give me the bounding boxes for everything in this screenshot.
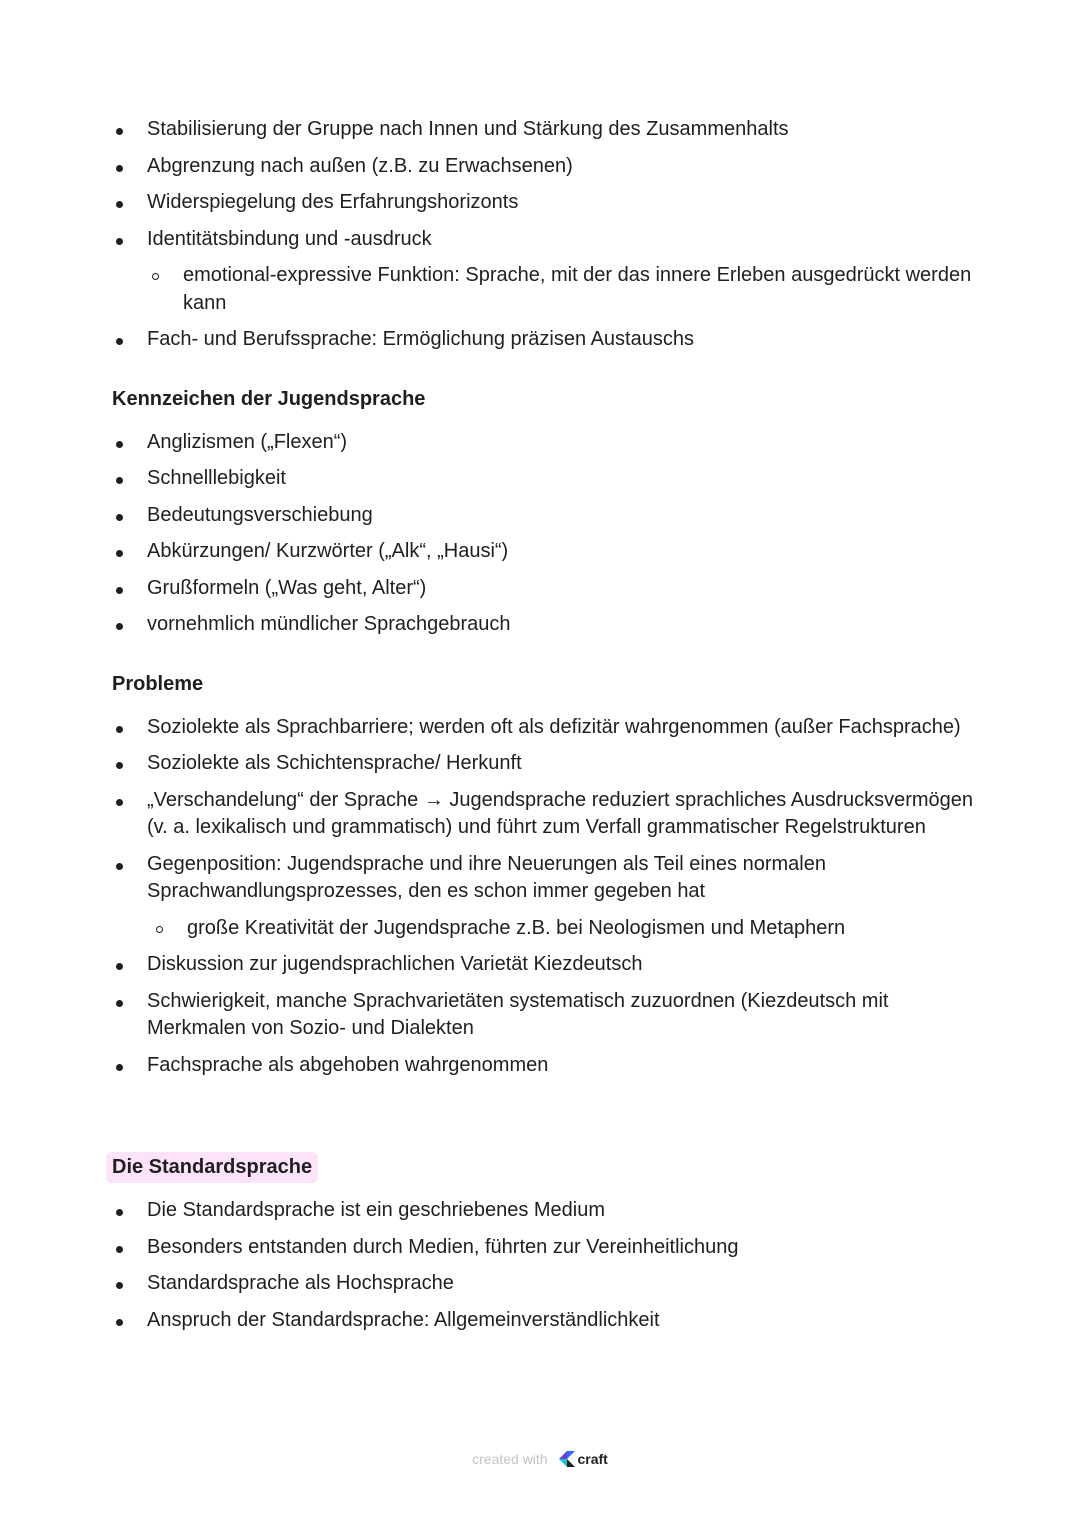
list-item: Standardsprache als Hochsprache: [112, 1270, 992, 1298]
list-item: Fach- und Berufssprache: Ermöglichung präzisen Austauschs: [112, 326, 992, 354]
function-list: [112, 116, 992, 354]
list-item: „Verschandelung“ der Sprache → Jugendsprache reduziert sprachliches Ausdrucksvermögen (v. a. lexikalisch und grammatisch) und führt zum Verfall grammatischer Regelstrukturen: [112, 787, 992, 842]
list-item: Fachsprache als abgehoben wahrgenommen: [112, 1052, 992, 1080]
list-item: Soziolekte als Sprachbarriere; werden oft als defizitär wahrgenommen (außer Fachsprache): [112, 714, 992, 742]
list-item: Gegenposition: Jugendsprache und ihre Neuerungen als Teil eines normalen Sprachwandlungsprozesses, den es schon immer gegeben hat: [112, 851, 992, 906]
list-item: Anglizismen („Flexen“): [112, 429, 992, 457]
list-item: Bedeutungsverschiebung: [112, 502, 992, 530]
footer: [0, 1450, 1080, 1471]
footer-brand: craft: [577, 1451, 608, 1468]
list-item: Stabilisierung der Gruppe nach Innen und Stärkung des Zusammenhalts: [112, 116, 992, 144]
document-page: [112, 116, 992, 1343]
list-item: Besonders entstanden durch Medien, führten zur Vereinheitlichung: [112, 1234, 992, 1262]
sub-list-item: große Kreativität der Jugendsprache z.B. bei Neologismen und Metaphern: [152, 915, 992, 943]
list-item: Abkürzungen/ Kurzwörter („Alk“, „Hausi“): [112, 538, 992, 566]
section-heading-kennzeichen: Kennzeichen der Jugendsprache: [112, 387, 426, 410]
section-heading-probleme: Probleme: [112, 672, 204, 695]
kennzeichen-list: [112, 429, 992, 639]
standardsprache-list: [112, 1197, 992, 1334]
craft-logo-icon: [558, 1450, 576, 1471]
probleme-list: [112, 714, 992, 1080]
footer-prefix: created with: [472, 1451, 548, 1468]
list-item: vornehmlich mündlicher Sprachgebrauch: [112, 611, 992, 639]
list-item: Identitätsbindung und -ausdruck: [112, 226, 992, 254]
list-item: Grußformeln („Was geht, Alter“): [112, 575, 992, 603]
list-item: Die Standardsprache ist ein geschriebenes Medium: [112, 1197, 992, 1225]
list-item: Schwierigkeit, manche Sprachvarietäten systematisch zuzuordnen (Kiezdeutsch mit Merkmalen von Sozio- und Dialekten: [112, 988, 992, 1043]
section-heading-standardsprache: Die Standardsprache: [106, 1152, 318, 1183]
sub-list-item: emotional-expressive Funktion: Sprache, mit der das innere Erleben ausgedrückt werden kann: [148, 262, 992, 317]
list-item: Widerspiegelung des Erfahrungshorizonts: [112, 189, 992, 217]
list-item: Anspruch der Standardsprache: Allgemeinverständlichkeit: [112, 1307, 992, 1335]
list-item: Schnelllebigkeit: [112, 465, 992, 493]
list-item: Diskussion zur jugendsprachlichen Varietät Kiezdeutsch: [112, 951, 992, 979]
list-item: Abgrenzung nach außen (z.B. zu Erwachsenen): [112, 153, 992, 181]
list-item: Soziolekte als Schichtensprache/ Herkunft: [112, 750, 992, 778]
